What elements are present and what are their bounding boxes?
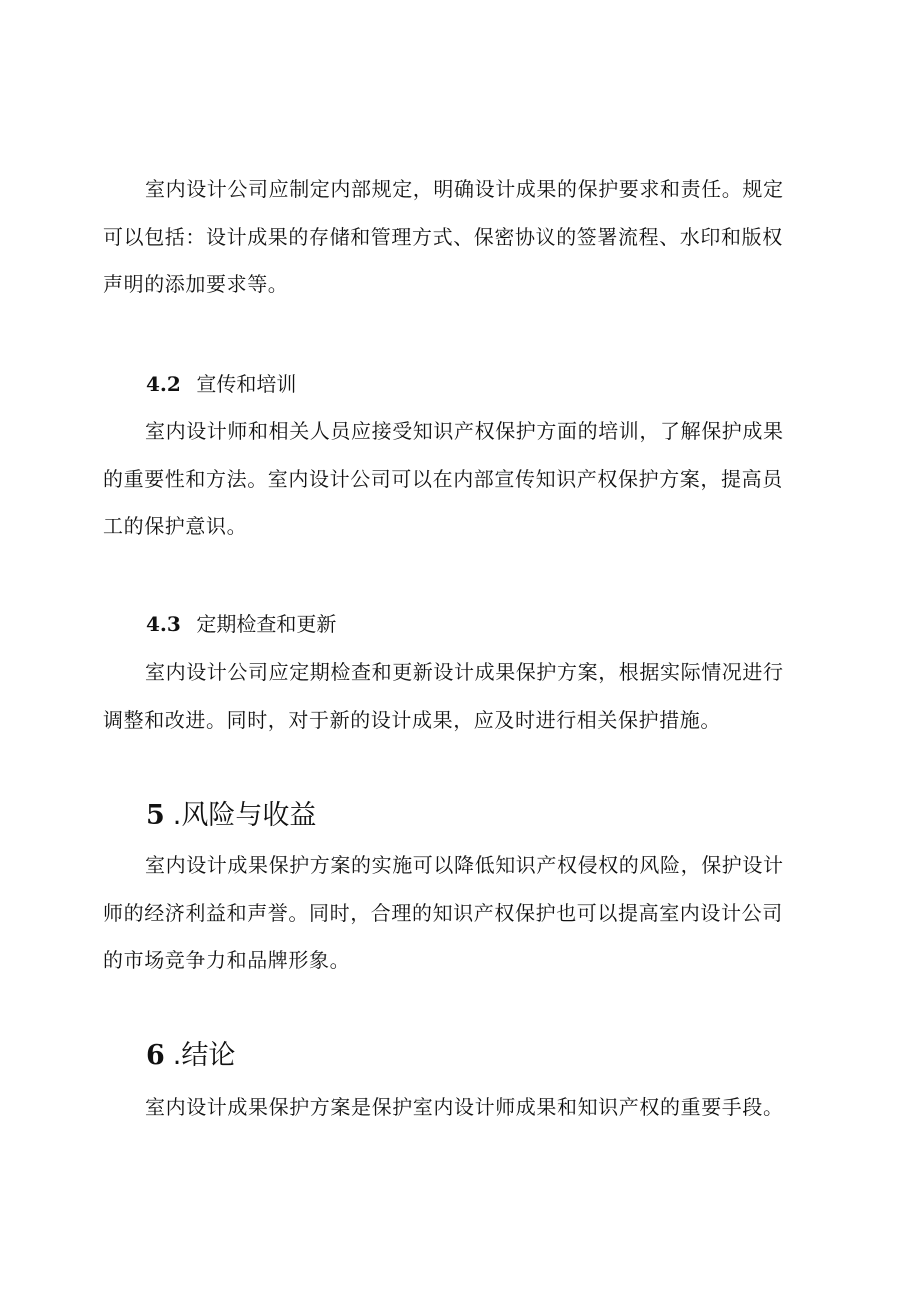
paragraph-review-update [103, 649, 823, 744]
paragraph-line: 的市场竞争力和品牌形象。 [103, 948, 351, 972]
paragraph-line: 室内设计公司应制定内部规定，明确设计成果的保护要求和责任。规定 [145, 177, 784, 201]
subsection-number: 4.3 [146, 612, 181, 636]
paragraph-line: 工的保护意识。 [103, 514, 248, 538]
section-title: .结论 [172, 1040, 236, 1071]
paragraph-line: 师的经济利益和声誉。同时，合理的知识产权保护也可以提高室内设计公司 [103, 900, 783, 925]
section-heading-5 [146, 798, 316, 834]
paragraph-line: 可以包括：设计成果的存储和管理方式、保密协议的签署流程、水印和版权 [103, 224, 783, 249]
paragraph-risk-benefit [103, 842, 823, 985]
section-number: 5 [146, 800, 165, 831]
subsection-heading-4-3 [146, 609, 336, 639]
paragraph-line: 室内设计成果保护方案的实施可以降低知识产权侵权的风险，保护设计 [145, 853, 784, 877]
subsection-title: 宣传和培训 [196, 372, 297, 396]
subsection-title: 定期检查和更新 [196, 612, 337, 636]
paragraph-line: 的重要性和方法。室内设计公司可以在内部宣传知识产权保护方案，提高员 [103, 466, 783, 491]
section-number: 6 [146, 1040, 165, 1071]
paragraph-line: 室内设计师和相关人员应接受知识产权保护方面的培训，了解保护成果 [145, 419, 784, 443]
paragraph-line: 声明的添加要求等。 [103, 272, 289, 296]
paragraph-line: 室内设计公司应定期检查和更新设计成果保护方案，根据实际情况进行 [145, 660, 784, 684]
paragraph-training [103, 408, 823, 551]
paragraph-conclusion [103, 1084, 823, 1132]
paragraph-line: 室内设计成果保护方案是保护室内设计师成果和知识产权的重要手段。 [145, 1095, 784, 1119]
subsection-number: 4.2 [146, 372, 181, 396]
subsection-heading-4-2 [146, 369, 296, 399]
section-title: .风险与收益 [172, 800, 317, 831]
section-heading-6 [146, 1038, 235, 1074]
paragraph-line: 调整和改进。同时，对于新的设计成果，应及时进行相关保护措施。 [103, 707, 721, 732]
paragraph-internal-rules [103, 166, 823, 309]
